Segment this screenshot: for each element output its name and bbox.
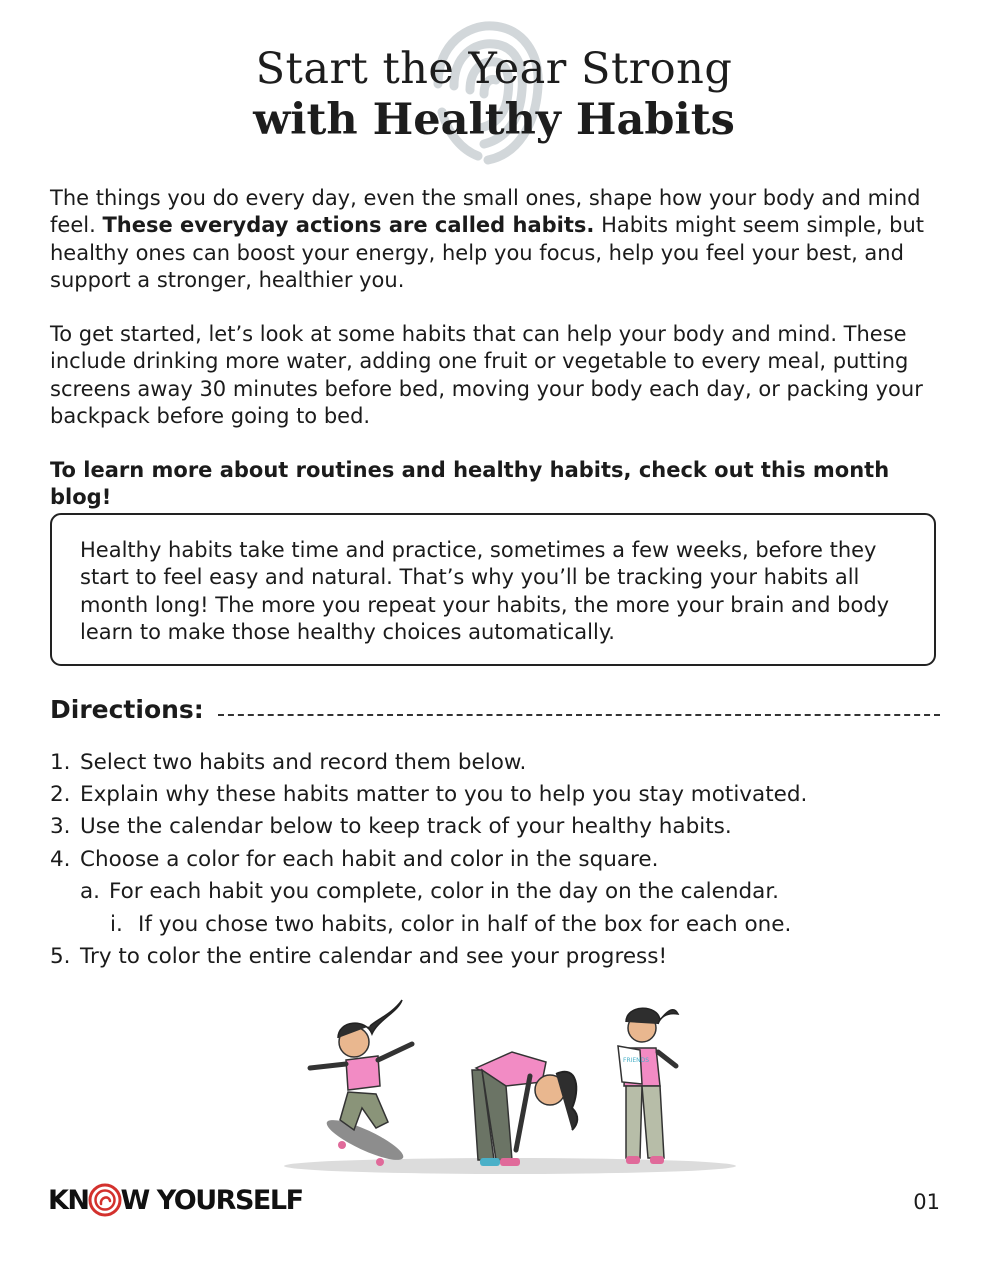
know-yourself-logo bbox=[48, 1182, 303, 1218]
fingerprint-logo-icon bbox=[88, 1183, 122, 1217]
directions-heading: Directions: bbox=[50, 695, 204, 724]
page-title-line2: with Healthy Habits bbox=[253, 95, 735, 145]
logo-text-start: KN bbox=[48, 1184, 89, 1216]
intro-paragraph-1 bbox=[50, 185, 940, 294]
list-item-text: Choose a color for each habit and color in the square. bbox=[80, 847, 659, 872]
list-item-number: 4. bbox=[50, 847, 71, 872]
list-item-text: For each habit you complete, color in the day on the calendar. bbox=[109, 879, 780, 904]
note-box bbox=[50, 513, 936, 666]
list-item-number: 1. bbox=[50, 750, 71, 775]
list-item-number: 5. bbox=[50, 944, 71, 969]
kids-illustration bbox=[280, 990, 740, 1180]
list-item-number: 3. bbox=[50, 814, 71, 839]
dashed-divider bbox=[218, 714, 940, 716]
note-text: Healthy habits take time and practice, sometimes a few weeks, before they start to feel easy and natural. That’s why you’ll be tracking your habits all month long! The more you repeat your habits, the more your brain and body learn to make those healthy choices automatically. bbox=[80, 538, 890, 644]
intro-text-a: The things you do every day, even the small ones, shape how your body and mind feel. bbox=[50, 186, 921, 238]
intro-bold-text: These everyday actions are called habits. bbox=[102, 213, 595, 238]
intro-text-b: Habits might seem simple, but healthy ones can boost your energy, help you focus, help you feel your best, and support a stronger, healthier you. bbox=[50, 213, 925, 292]
list-item-text: Try to color the entire calendar and see your progress! bbox=[80, 944, 668, 969]
list-item-text: Explain why these habits matter to you to help you stay motivated. bbox=[80, 782, 808, 807]
list-item-number: a. bbox=[80, 879, 101, 904]
list-item-text: If you chose two habits, color in half of the box for each one. bbox=[138, 912, 792, 937]
list-item-text: Select two habits and record them below. bbox=[80, 750, 527, 775]
skateboarder-figure bbox=[310, 1000, 412, 1167]
intro-paragraph-2: To get started, let’s look at some habits that can help your body and mind. These include drinking more water, adding one fruit or vegetable to every meal, putting screens away 30 minutes before bed, moving your body each day, or packing your backpack before going to bed. bbox=[50, 322, 923, 428]
reading-figure bbox=[618, 1008, 678, 1164]
list-item-number: i. bbox=[110, 912, 123, 937]
blog-callout: To learn more about routines and healthy habits, check out this month blog! bbox=[50, 458, 890, 510]
page-title-line1: Start the Year Strong bbox=[255, 44, 733, 94]
stretching-figure bbox=[472, 1052, 577, 1166]
book-label: FRIENDS bbox=[623, 1057, 650, 1064]
page-number: 01 bbox=[913, 1190, 940, 1214]
list-item-text: Use the calendar below to keep track of your healthy habits. bbox=[80, 814, 732, 839]
book-icon bbox=[618, 1046, 642, 1084]
logo-text-end: W YOURSELF bbox=[120, 1184, 303, 1216]
list-item-number: 2. bbox=[50, 782, 71, 807]
